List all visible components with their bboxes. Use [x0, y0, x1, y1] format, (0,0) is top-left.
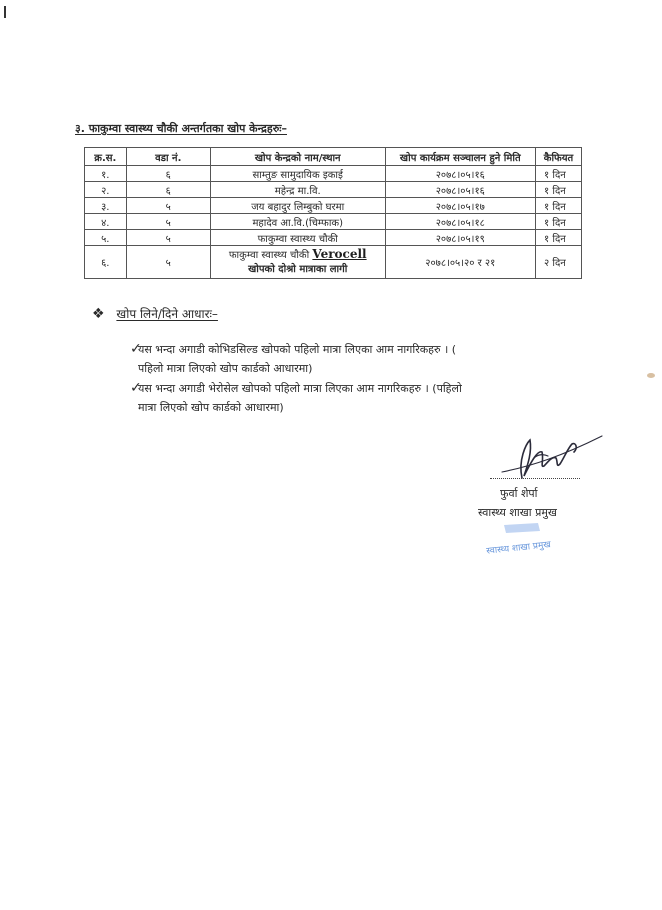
center-name-text: फाकुम्वा स्वास्थ्य चौकी [228, 250, 310, 261]
section-heading: ३. फाकुम्वा स्वास्थ्य चौकी अन्तर्गतका खोप केन्द्रहरुः– [75, 122, 287, 135]
cell-serial-number: ५. [85, 230, 127, 246]
cell-ward-number: ६ [126, 182, 210, 198]
cell-serial-number: १. [85, 166, 127, 182]
header-ward-number: वडा नं. [126, 148, 210, 166]
cell-ward-number: ५ [126, 246, 210, 279]
diamond-bullet-icon: ❖ [92, 306, 105, 322]
cell-serial-number: ४. [85, 214, 127, 230]
cell-center-name: साम्तुङ सामुदायिक इकाई [210, 166, 385, 182]
cell-remarks: १ दिन [536, 198, 582, 214]
official-stamp [482, 519, 582, 559]
checkmark-icon: ✓ [130, 380, 142, 396]
cell-schedule-date: २०७८।०५।१६ [385, 182, 535, 198]
table-row [85, 214, 582, 230]
cell-schedule-date: २०७८।०५।१९ [385, 230, 535, 246]
header-center-name: खोप केन्द्रको नाम/स्थान [210, 148, 385, 166]
cell-ward-number: ५ [126, 198, 210, 214]
cell-remarks: १ दिन [536, 166, 582, 182]
table-row [85, 198, 582, 214]
header-remarks: कैफियत [536, 148, 582, 166]
cell-serial-number: ३. [85, 198, 127, 214]
table-row [85, 230, 582, 246]
cell-center-name: महेन्द्र मा.वि. [210, 182, 385, 198]
cell-center-name: जय बहादुर लिम्बुको घरमा [210, 198, 385, 214]
cell-ward-number: ६ [126, 166, 210, 182]
cell-center-name: फाकुम्वा स्वास्थ्य चौकी [210, 230, 385, 246]
paper-speck [647, 373, 655, 378]
cell-schedule-date: २०७८।०५।१८ [385, 214, 535, 230]
basis-heading-label: खोप लिने/दिने आधारः– [116, 307, 218, 321]
checkmark-icon: ✓ [130, 341, 142, 357]
table-row [85, 246, 582, 279]
basis-list-item [122, 379, 582, 417]
table-row [85, 182, 582, 198]
cell-ward-number: ५ [126, 230, 210, 246]
cell-center-name: महादेव आ.वि.(चिम्फाक) [210, 214, 385, 230]
cell-serial-number: ६. [85, 246, 127, 279]
svg-text:स्वास्थ्य शाखा प्रमुख: स्वास्थ्य शाखा प्रमुख [485, 540, 552, 557]
handwritten-signature [482, 430, 607, 490]
basis-list-item [122, 340, 582, 378]
signature-line [490, 478, 580, 479]
cell-serial-number: २. [85, 182, 127, 198]
signer-title: स्वास्थ्य शाखा प्रमुख [478, 506, 557, 519]
vaccine-name-tag: Verocell [312, 247, 367, 261]
table-header-row [85, 148, 582, 166]
center-name-purpose: खोपको दोश्रो मात्राका लागी [248, 264, 348, 275]
table-row [85, 166, 582, 182]
cell-schedule-date: २०७८।०५।२० र २१ [385, 246, 535, 279]
cell-ward-number: ५ [126, 214, 210, 230]
cell-remarks: १ दिन [536, 214, 582, 230]
basis-heading [92, 305, 218, 322]
signer-name: फुर्वा शेर्पा [500, 487, 538, 500]
cell-remarks: १ दिन [536, 230, 582, 246]
cell-schedule-date: २०७८।०५।१६ [385, 166, 535, 182]
corner-mark [4, 6, 6, 18]
cell-schedule-date: २०७८।०५।१७ [385, 198, 535, 214]
cell-remarks: २ दिन [536, 246, 582, 279]
vaccination-centers-table [84, 147, 582, 279]
basis-item-text: यस भन्दा अगाडी कोभिडसिल्ड खोपको पहिलो मात्रा लिएका आम नागरिकहरु । ( पहिलो मात्रा लिएको खोप कार्डको आधारमा) [138, 343, 457, 375]
header-serial-number: क्र.स. [85, 148, 127, 166]
basis-item-text: यस भन्दा अगाडी भेरोसेल खोपको पहिलो मात्रा लिएका आम नागरिकहरु । (पहिलो मात्रा लिएको खोप कार्डको आधारमा) [138, 382, 462, 414]
cell-remarks: १ दिन [536, 182, 582, 198]
header-schedule-date: खोप कार्यक्रम सञ्चालन हुने मिति [385, 148, 535, 166]
cell-center-name [210, 246, 385, 279]
